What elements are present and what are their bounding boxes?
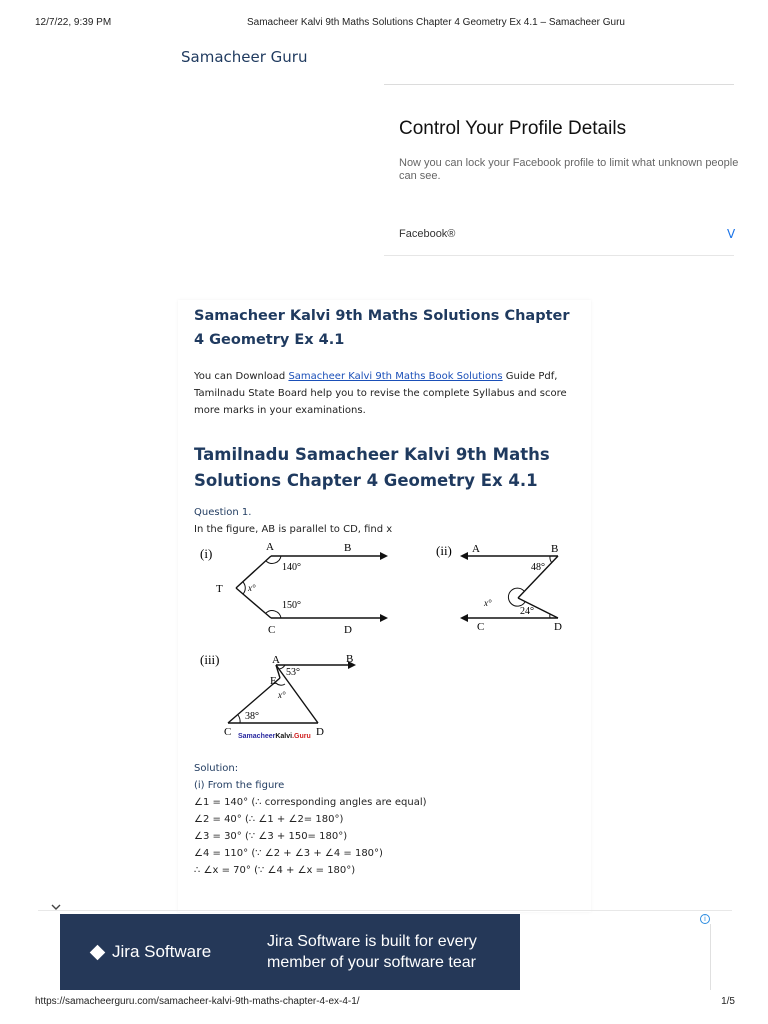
fig3-arc-38 — [238, 715, 240, 723]
fig1-label-c: C — [268, 624, 276, 636]
fig2-arrow-ab — [460, 552, 468, 560]
intro-text-before: You can Download — [194, 371, 289, 382]
fig3-label-e: E — [270, 675, 277, 687]
fig3-label-c: C — [224, 726, 232, 738]
fig2-arc-x — [508, 588, 525, 606]
separator — [38, 910, 732, 911]
solution-line: ∠4 = 110° (∵ ∠2 + ∠3 + ∠4 = 180°) — [194, 848, 383, 859]
ad-sponsor: Facebook® — [399, 228, 456, 240]
solution-line: ∠3 = 30° (∵ ∠3 + 150= 180°) — [194, 831, 348, 842]
ad-cta[interactable]: V — [727, 227, 736, 241]
site-name-link[interactable]: Samacheer Guru — [181, 48, 308, 66]
print-page-title: Samacheer Kalvi 9th Maths Solutions Chapter 4 Geometry Ex 4.1 – Samacheer Guru — [247, 17, 625, 28]
fig2-angle-x: x° — [484, 598, 492, 608]
jira-brand-text: Jira Software — [112, 942, 212, 961]
print-url: https://samacheerguru.com/samacheer-kalvi-9th-maths-chapter-4-ex-4-1/ — [35, 996, 360, 1007]
intro-text-after: Guide Pdf, Tamilnadu State Board help you to revise the complete Syllabus and score more marks in your examinations. — [194, 371, 567, 416]
jira-tagline — [267, 931, 567, 973]
fig1-angle-x: x° — [248, 583, 256, 593]
print-page-number: 1/5 — [721, 996, 735, 1007]
chevron-down-svg — [49, 901, 63, 913]
ad-heading: Control Your Profile Details — [399, 118, 627, 139]
fig3-angle-53: 53° — [286, 667, 300, 678]
fig2-label-b: B — [551, 543, 559, 555]
fig1-angle-150: 150° — [282, 600, 301, 611]
fig2-arc-48 — [550, 556, 552, 563]
fig1-arrow-cd — [380, 614, 388, 622]
print-datetime: 12/7/22, 9:39 PM — [35, 17, 112, 28]
jira-logo-icon — [90, 944, 106, 960]
ad-info-icon[interactable]: i — [700, 914, 710, 924]
fig1-label-d: D — [344, 624, 352, 636]
book-solutions-link[interactable]: Samacheer Kalvi 9th Maths Book Solutions — [288, 371, 503, 382]
question-text: In the figure, AB is parallel to CD, find x — [194, 524, 393, 535]
fig1-angle-140: 140° — [282, 562, 301, 573]
facebook-ad[interactable] — [384, 84, 739, 256]
fig2-label-d: D — [554, 621, 562, 633]
fig1-label-b: B — [344, 542, 352, 554]
fig1-arrow-ab — [380, 552, 388, 560]
jira-ad-banner[interactable] — [60, 914, 520, 990]
fig2-label: (ii) — [436, 543, 452, 558]
watermark-part-a: Samacheer — [238, 733, 276, 740]
article-intro — [194, 368, 574, 419]
ad-body: Now you can lock your Facebook profile to limit what unknown people can see. — [399, 157, 739, 182]
fig1-label-a: A — [266, 541, 274, 553]
fig3-label-a: A — [272, 654, 280, 666]
fig1-label-t: T — [216, 583, 223, 595]
jira-tagline-line2: member of your software tear — [267, 954, 476, 971]
chevron-down-icon[interactable] — [49, 898, 63, 910]
solution-line: ∠1 = 140° (∴ corresponding angles are equal) — [194, 797, 427, 808]
fig1-arc-150 — [266, 611, 281, 618]
fig3-arc-x — [276, 683, 285, 685]
jira-tagline-line1: Jira Software is built for every — [267, 933, 477, 950]
watermark-part-b: Kalvi — [275, 733, 293, 740]
solution-line: ∴ ∠x = 70° (∵ ∠4 + ∠x = 180°) — [194, 865, 356, 876]
fig3-angle-x: x° — [278, 690, 286, 700]
fig2-label-a: A — [472, 543, 480, 555]
solution-line: (i) From the figure — [194, 780, 285, 791]
question-label: Question 1. — [194, 507, 252, 518]
solution-line: ∠2 = 40° (∴ ∠1 + ∠2= 180°) — [194, 814, 344, 825]
fig3-angle-38: 38° — [245, 711, 259, 722]
jira-brand — [92, 942, 211, 962]
solution-label: Solution: — [194, 763, 239, 774]
article-title: Samacheer Kalvi 9th Maths Solutions Chapter 4 Geometry Ex 4.1 — [194, 308, 570, 348]
fig2-angle-24: 24° — [520, 606, 534, 617]
ad-divider — [384, 255, 734, 256]
geometry-figure — [188, 538, 588, 748]
article-card — [178, 300, 591, 912]
fig1-arc-140 — [266, 556, 281, 563]
ad-edge-divider — [710, 924, 711, 990]
fig2-arrow-cd — [460, 614, 468, 622]
watermark-part-c: .Guru — [292, 733, 311, 740]
fig3-label-b: B — [346, 653, 354, 665]
fig3-label-d: D — [316, 726, 324, 738]
watermark — [238, 733, 311, 740]
fig1-label: (i) — [200, 546, 213, 561]
geometry-figure-svg — [188, 538, 588, 748]
fig2-label-c: C — [477, 621, 485, 633]
solution-block — [194, 760, 574, 879]
fig2-angle-48: 48° — [531, 562, 545, 573]
fig1-arc-x — [243, 582, 245, 594]
section-title: Tamilnadu Samacheer Kalvi 9th Maths Solutions Chapter 4 Geometry Ex 4.1 — [194, 445, 550, 490]
fig3-label: (iii) — [200, 652, 220, 667]
